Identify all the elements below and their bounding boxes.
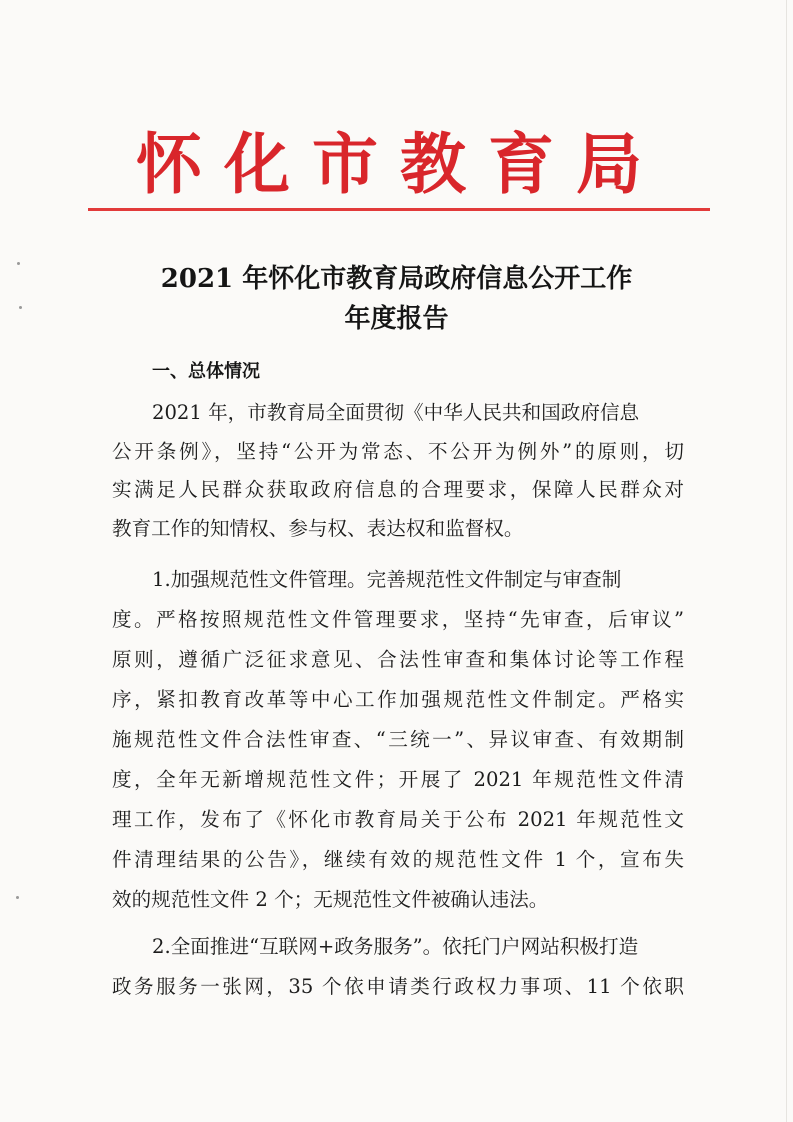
paragraph-line: 度，全年无新增规范性文件；开展了 2021 年规范性文件清 [112,768,684,791]
scan-speck [16,896,19,899]
paragraph-line: 理工作，发布了《怀化市教育局关于公布 2021 年规范性文 [112,808,684,831]
report-title-line-2: 年度报告 [344,304,449,334]
paragraph-line: 效的规范性文件 2 个；无规范性文件被确认违法。 [112,888,549,911]
paragraph-line: 教育工作的知情权、参与权、表达权和监督权。 [112,517,524,540]
paragraph-line: 施规范性文件合法性审查、“三统一”、异议审查、有效期制 [112,728,684,751]
paragraph-line: 1.加强规范性文件管理。完善规范性文件制定与审查制 [152,568,622,591]
paragraph-line: 政务服务一张网，35 个依申请类行政权力事项、11 个依职 [112,975,684,998]
paragraph-line: 公开条例》，坚持“公开为常态、不公开为例外”的原则，切 [112,440,684,463]
paragraph-line: 件清理结果的公告》，继续有效的规范性文件 1 个，宣布失 [112,848,684,871]
scan-speck [19,306,22,309]
paragraph-line: 2.全面推进“互联网+政务服务”。依托门户网站积极打造 [152,935,639,958]
paragraph-line: 实满足人民群众获取政府信息的合理要求，保障人民群众对 [112,478,684,501]
masthead-red-rule [88,208,710,211]
scan-speck [17,262,20,265]
masthead-org-name: 怀化市教育局 [136,126,664,203]
paragraph-line: 序，紧扣教育改革等中心工作加强规范性文件制定。严格实 [112,688,684,711]
report-title-line-1: 2021 年怀化市教育局政府信息公开工作 [160,264,633,294]
paragraph-line: 2021 年，市教育局全面贯彻《中华人民共和国政府信息 [152,401,640,424]
section-heading-overview: 一、总体情况 [152,361,260,382]
paragraph-line: 度。严格按照规范性文件管理要求，坚持“先审查，后审议” [112,608,684,631]
scan-edge-shadow [786,0,787,1122]
paragraph-line: 原则，遵循广泛征求意见、合法性审查和集体讨论等工作程 [112,648,684,671]
